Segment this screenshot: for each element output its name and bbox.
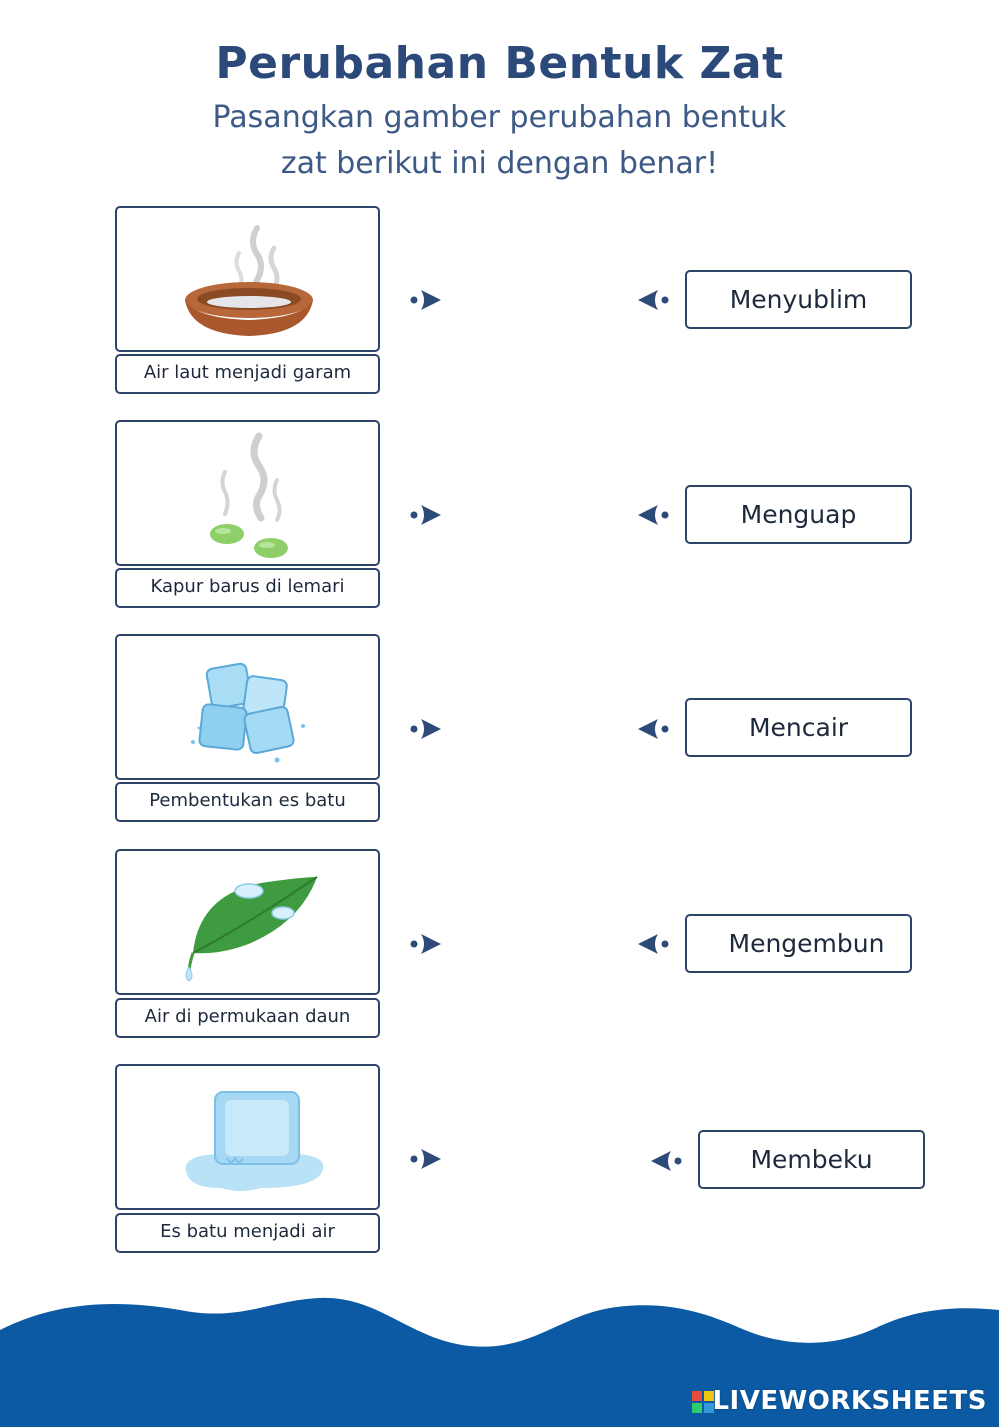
picture-card-mothballs (115, 420, 380, 566)
connector-right-2[interactable] (636, 502, 670, 528)
connector-right-1[interactable] (636, 287, 670, 313)
caption-salt: Air laut menjadi garam (115, 354, 380, 394)
picture-card-salt (115, 206, 380, 352)
brand-label: LIVEWORKSHEETS (712, 1386, 987, 1416)
connector-left-1[interactable] (409, 287, 443, 313)
connector-left-5[interactable] (409, 1146, 443, 1172)
mothballs-vapor-icon (117, 422, 380, 566)
caption-leaf: Air di permukaan daun (115, 998, 380, 1038)
connector-right-4[interactable] (636, 931, 670, 957)
ice-cubes-icon (117, 636, 380, 780)
liveworksheets-logo-icon (692, 1391, 714, 1413)
answer-box-1[interactable]: Menyublim (685, 270, 912, 329)
caption-ice-cubes: Pembentukan es batu (115, 782, 380, 822)
instruction-line-2: zat berikut ini dengan benar! (280, 146, 719, 181)
answer-box-4[interactable]: Mengembun (685, 914, 912, 973)
answer-box-3[interactable]: Mencair (685, 698, 912, 757)
picture-card-leaf (115, 849, 380, 995)
page-title: Perubahan Bentuk Zat (215, 38, 784, 89)
caption-mothballs: Kapur barus di lemari (115, 568, 380, 608)
leaf-dew-icon (117, 851, 380, 995)
picture-card-melting-ice (115, 1064, 380, 1210)
melting-ice-icon (117, 1066, 380, 1210)
instruction-line-1: Pasangkan gamber perubahan bentuk (212, 100, 787, 135)
connector-right-3[interactable] (636, 716, 670, 742)
answer-box-2[interactable]: Menguap (685, 485, 912, 544)
salt-bowl-steam-icon (117, 208, 380, 352)
connector-left-3[interactable] (409, 716, 443, 742)
answer-box-5[interactable]: Membeku (698, 1130, 925, 1189)
picture-card-ice-cubes (115, 634, 380, 780)
connector-left-4[interactable] (409, 931, 443, 957)
connector-right-5[interactable] (649, 1148, 683, 1174)
connector-left-2[interactable] (409, 502, 443, 528)
caption-melting-ice: Es batu menjadi air (115, 1213, 380, 1253)
